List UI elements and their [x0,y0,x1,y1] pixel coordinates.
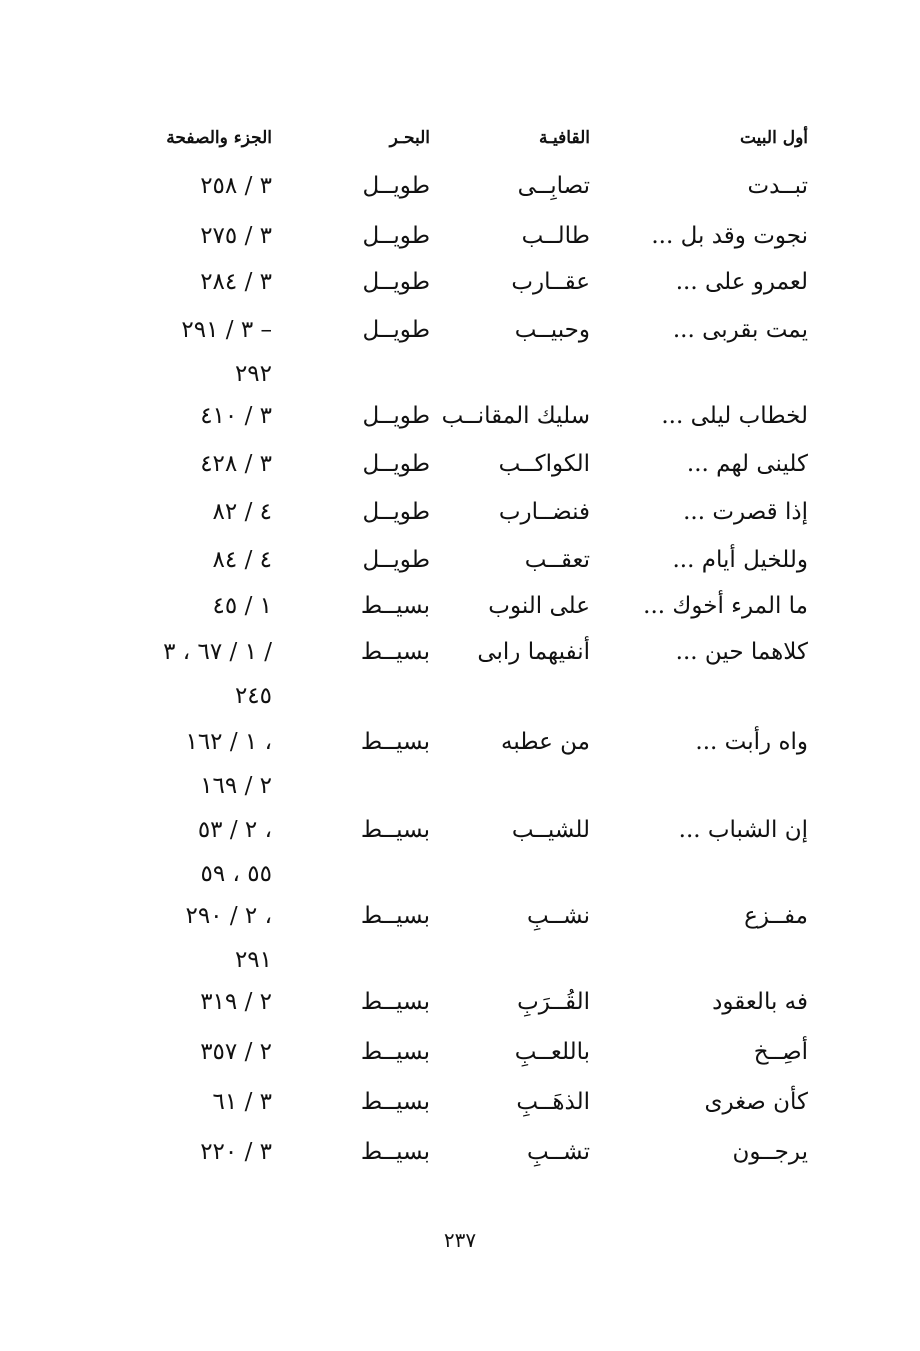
verse-cell: كأن صغرى [704,1089,808,1115]
meter-cell: بسيــط [360,593,430,619]
verse-cell: إن الشباب ... [678,817,808,843]
verse-cell: مفــزع [744,903,808,929]
rhyme-cell: القُــرَبِ [517,989,590,1015]
verse-cell: وللخيل أيام ... [672,547,808,573]
rhyme-cell: نشــبِ [527,903,590,929]
verse-cell: ما المرء أخوك ... [643,593,808,619]
rhyme-cell: على النوب [488,593,590,619]
ref-cell: ٢ / ٣٥٧ [200,1039,272,1065]
ref-continuation-cell: ٢٩٢ [234,361,272,387]
ref-cell: ١ / ٤٥ [212,593,272,619]
meter-cell: بسيــط [360,1039,430,1065]
ref-cell: ٣ / ٢٢٠ [200,1139,272,1165]
rhyme-cell: تصابِــى [517,173,590,199]
verse-cell: أصِــخ [753,1039,808,1065]
meter-cell: طويــل [362,223,430,249]
rhyme-cell: للشيــب [511,817,590,843]
rhyme-cell: عقــارب [511,269,590,295]
header-rhyme: القافيـة [538,128,590,148]
header-verse: أول البيت [739,128,808,148]
rhyme-cell: من عطبه [500,729,590,755]
rhyme-cell: أنفيهما رابى [477,639,590,665]
ref-cell: ٣ / ٤١٠ [200,403,272,429]
verse-cell: فه بالعقود [712,989,808,1015]
ref-continuation-cell: ٢ / ١٦٩ [200,773,272,799]
meter-cell: بسيــط [360,817,430,843]
verse-cell: واه رأبت ... [695,729,808,755]
rhyme-cell: الكواكــب [498,451,590,477]
ref-cell: ٣ / ٢٥٨ [200,173,272,199]
meter-cell: بسيــط [360,639,430,665]
header-ref: الجزء والصفحة [166,128,272,148]
meter-cell: بسيــط [360,989,430,1015]
verse-cell: كلينى لهم ... [686,451,808,477]
ref-cell: ٣ / ٤٢٨ [200,451,272,477]
meter-cell: طويــل [362,403,430,429]
meter-cell: بسيــط [360,1139,430,1165]
ref-cell: ٤ / ٨٤ [212,547,272,573]
rhyme-cell: تعقــب [524,547,590,573]
meter-cell: طويــل [362,499,430,525]
rhyme-cell: طالــب [521,223,590,249]
ref-continuation-cell: ٢٤٥ [234,683,272,709]
verse-cell: تبــدت [747,173,808,199]
ref-cell: ٣ / ٢٧٥ [200,223,272,249]
verse-cell: يمت بقربى ... [672,317,808,343]
rhyme-cell: سليك المقانــب [441,403,590,429]
meter-cell: طويــل [362,317,430,343]
meter-cell: طويــل [362,451,430,477]
verse-cell: إذا قصرت ... [683,499,808,525]
rhyme-cell: تشــبِ [527,1139,590,1165]
rhyme-cell: باللعــبِ [514,1039,590,1065]
verse-cell: لخطاب ليلى ... [661,403,808,429]
rhyme-cell: وحبيــب [514,317,590,343]
meter-cell: بسيــط [360,903,430,929]
meter-cell: بسيــط [360,729,430,755]
ref-cell: ٣ / ٢٩١ – [181,317,272,343]
ref-cell: ٣ / ٢٨٤ [200,269,272,295]
ref-cell: ٢ / ٣١٩ [200,989,272,1015]
ref-cell: ١ / ١٦٢ ، [185,729,272,755]
ref-continuation-cell: ٥٥ ، ٥٩ [200,861,272,887]
rhyme-cell: الذهَــبِ [516,1089,590,1115]
meter-cell: طويــل [362,547,430,573]
ref-cell: ١ / ٦٧ ، ٣ / [163,639,272,665]
ref-cell: ٣ / ٦١ [212,1089,272,1115]
ref-cell: ٤ / ٨٢ [212,499,272,525]
ref-cell: ٢ / ٢٩٠ ، [185,903,272,929]
rhyme-cell: فنضــارب [498,499,590,525]
header-meter: البحـر [389,128,430,148]
meter-cell: طويــل [362,269,430,295]
ref-continuation-cell: ٢٩١ [234,947,272,973]
meter-cell: بسيــط [360,1089,430,1115]
ref-cell: ٢ / ٥٣ ، [197,817,272,843]
verse-cell: كلاهما حين ... [675,639,808,665]
meter-cell: طويــل [362,173,430,199]
verse-cell: يرجــون [732,1139,808,1165]
verse-cell: نجوت وقد بل ... [651,223,808,249]
page-number: ٢٣٧ [443,1228,477,1252]
verse-cell: لعمرو على ... [675,269,808,295]
